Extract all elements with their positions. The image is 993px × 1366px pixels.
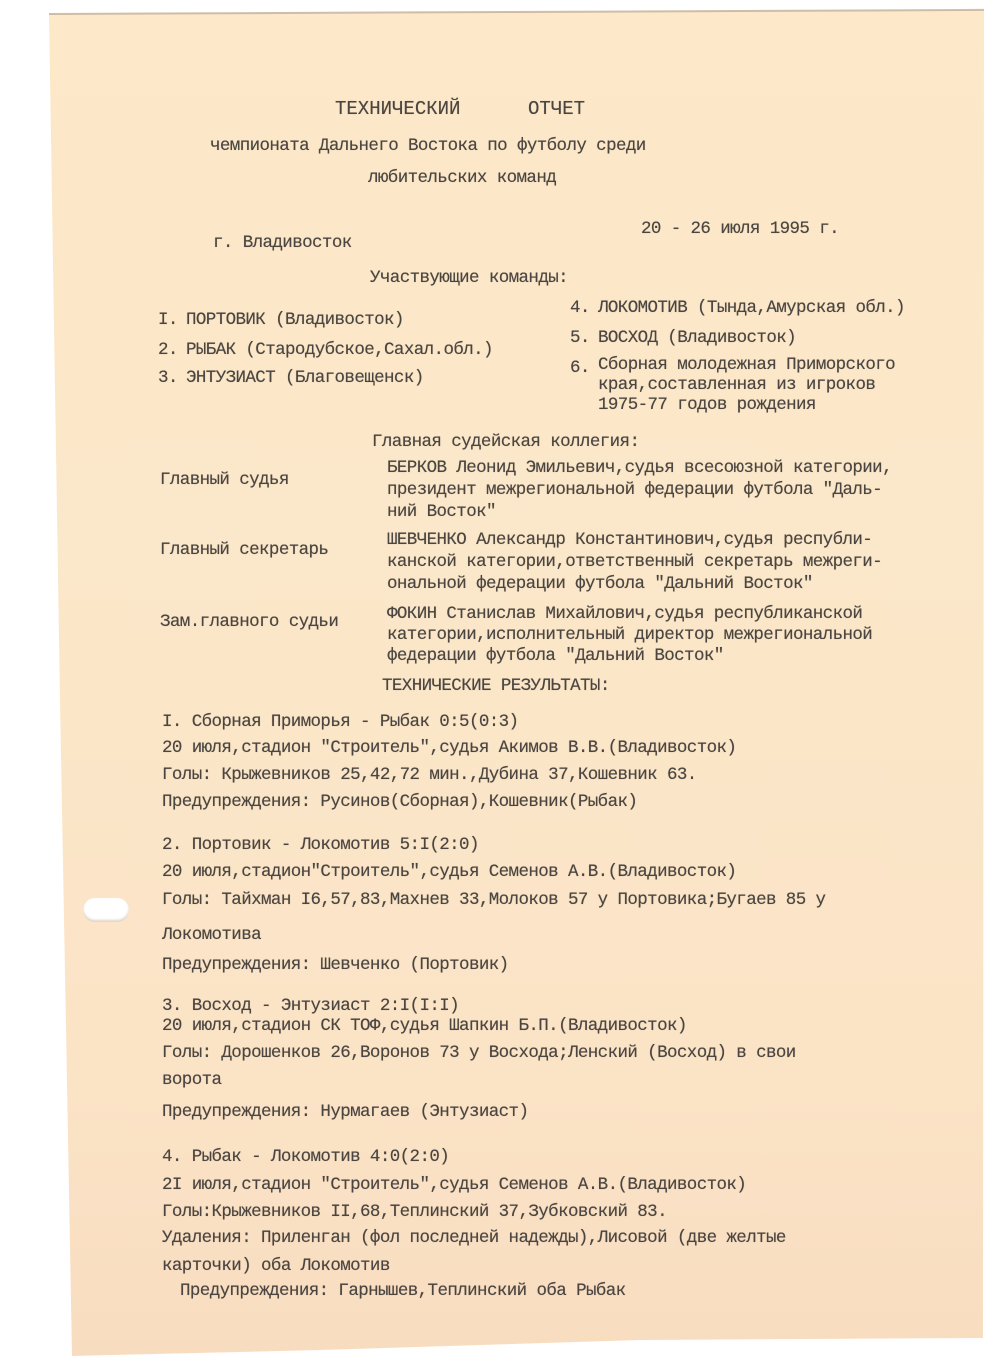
- team-1-number: I.: [158, 310, 178, 330]
- official-3-line-3: федерации футбола "Дальний Восток": [387, 646, 724, 666]
- results-heading: ТЕХНИЧЕСКИЕ РЕЗУЛЬТАТЫ:: [382, 676, 610, 696]
- official-1-line-2: президент межрегиональной федерации футбола "Даль-: [387, 480, 883, 500]
- subtitle-line-1: чемпионата Дальнего Востока по футболу среди: [210, 136, 646, 156]
- team-6-number: 6.: [570, 358, 590, 378]
- city: г. Владивосток: [213, 233, 352, 253]
- official-2-line-2: канской категории,ответственный секретарь межреги-: [387, 552, 883, 572]
- match-3-header: 3. Восход - Энтузиаст 2:I(I:I): [162, 996, 460, 1016]
- team-5: ВОСХОД (Владивосток): [598, 328, 797, 348]
- match-1-details: 20 июля,стадион "Строитель",судья Акимов В.В.(Владивосток): [162, 738, 737, 758]
- official-1-role: Главный судья: [160, 470, 289, 490]
- match-1-header: I. Сборная Приморья - Рыбак 0:5(0:3): [162, 712, 519, 732]
- match-4-sendoffs: Удаления: Приленган (фол последней надежды),Лисовой (две желтые: [162, 1228, 786, 1248]
- official-2-line-1: ШЕВЧЕНКО Александр Константинович,судья республи-: [387, 530, 873, 550]
- title-word-2: ОТЧЕТ: [528, 98, 586, 120]
- match-4-sendoffs-cont: карточки) оба Локомотив: [162, 1256, 390, 1276]
- team-4: ЛОКОМОТИВ (Тында,Амурская обл.): [598, 298, 905, 318]
- team-1: ПОРТОВИК (Владивосток): [186, 310, 404, 330]
- match-4-header: 4. Рыбак - Локомотив 4:0(2:0): [162, 1147, 450, 1167]
- match-2-warnings: Предупреждения: Шевченко (Портовик): [162, 955, 509, 975]
- match-4-goals: Голы:Крыжевников II,68,Теплинский 37,Зубковский 83.: [162, 1202, 667, 1222]
- match-4-warnings: Предупреждения: Гарнышев,Теплинский оба Рыбак: [180, 1281, 626, 1301]
- official-2-role: Главный секретарь: [160, 540, 329, 560]
- dates: 20 - 26 июля 1995 г.: [641, 219, 840, 239]
- official-3-line-1: ФОКИН Станислав Михайлович,судья республиканской: [387, 604, 863, 624]
- match-2-goals-cont: Локомотива: [162, 925, 262, 945]
- team-6-line-1: Сборная молодежная Приморского: [598, 355, 896, 375]
- team-6-line-3: 1975-77 годов рождения: [598, 395, 816, 415]
- team-2: РЫБАК (Стародубское,Сахал.обл.): [186, 340, 493, 360]
- official-1-line-1: БЕРКОВ Леонид Эмильевич,судья всесоюзной категории,: [387, 458, 892, 478]
- match-2-header: 2. Портовик - Локомотив 5:I(2:0): [162, 835, 479, 855]
- official-3-line-2: категории,исполнительный директор межрегиональной: [387, 625, 873, 645]
- match-2-details: 20 июля,стадион"Строитель",судья Семенов А.В.(Владивосток): [162, 862, 737, 882]
- official-1-line-3: ний Восток": [387, 502, 496, 522]
- match-3-goals-cont: ворота: [162, 1070, 222, 1090]
- official-2-line-3: ональной федерации футбола "Дальний Восток": [387, 574, 813, 594]
- match-2-goals: Голы: Тайхман I6,57,83,Махнев 33,Молоков 57 у Портовика;Бугаев 85 у: [162, 890, 826, 910]
- punch-hole: [83, 898, 129, 922]
- team-3-number: 3.: [158, 368, 178, 388]
- match-3-details: 20 июля,стадион СК ТОФ,судья Шапкин Б.П.(Владивосток): [162, 1016, 687, 1036]
- officials-heading: Главная судейская коллегия:: [372, 432, 640, 452]
- match-1-goals: Голы: Крыжевников 25,42,72 мин.,Дубина 37,Кошевник 63.: [162, 765, 697, 785]
- team-5-number: 5.: [570, 328, 590, 348]
- team-3: ЭНТУЗИАСТ (Благовещенск): [186, 368, 424, 388]
- team-4-number: 4.: [570, 298, 590, 318]
- title-word-1: ТЕХНИЧЕСКИЙ: [335, 98, 461, 120]
- subtitle-line-2: любительских команд: [368, 168, 557, 188]
- match-3-goals: Голы: Дорошенков 26,Воронов 73 у Восхода;Ленский (Восход) в свои: [162, 1043, 796, 1063]
- match-3-warnings: Предупреждения: Нурмагаев (Энтузиаст): [162, 1102, 529, 1122]
- teams-heading: Участвующие команды:: [370, 268, 569, 288]
- team-6-line-2: края,составленная из игроков: [598, 375, 876, 395]
- official-3-role: Зам.главного судьи: [160, 612, 339, 632]
- match-4-details: 2I июля,стадион "Строитель",судья Семенов А.В.(Владивосток): [162, 1175, 747, 1195]
- team-2-number: 2.: [158, 340, 178, 360]
- match-1-warnings: Предупреждения: Русинов(Сборная),Кошевник(Рыбак): [162, 792, 638, 812]
